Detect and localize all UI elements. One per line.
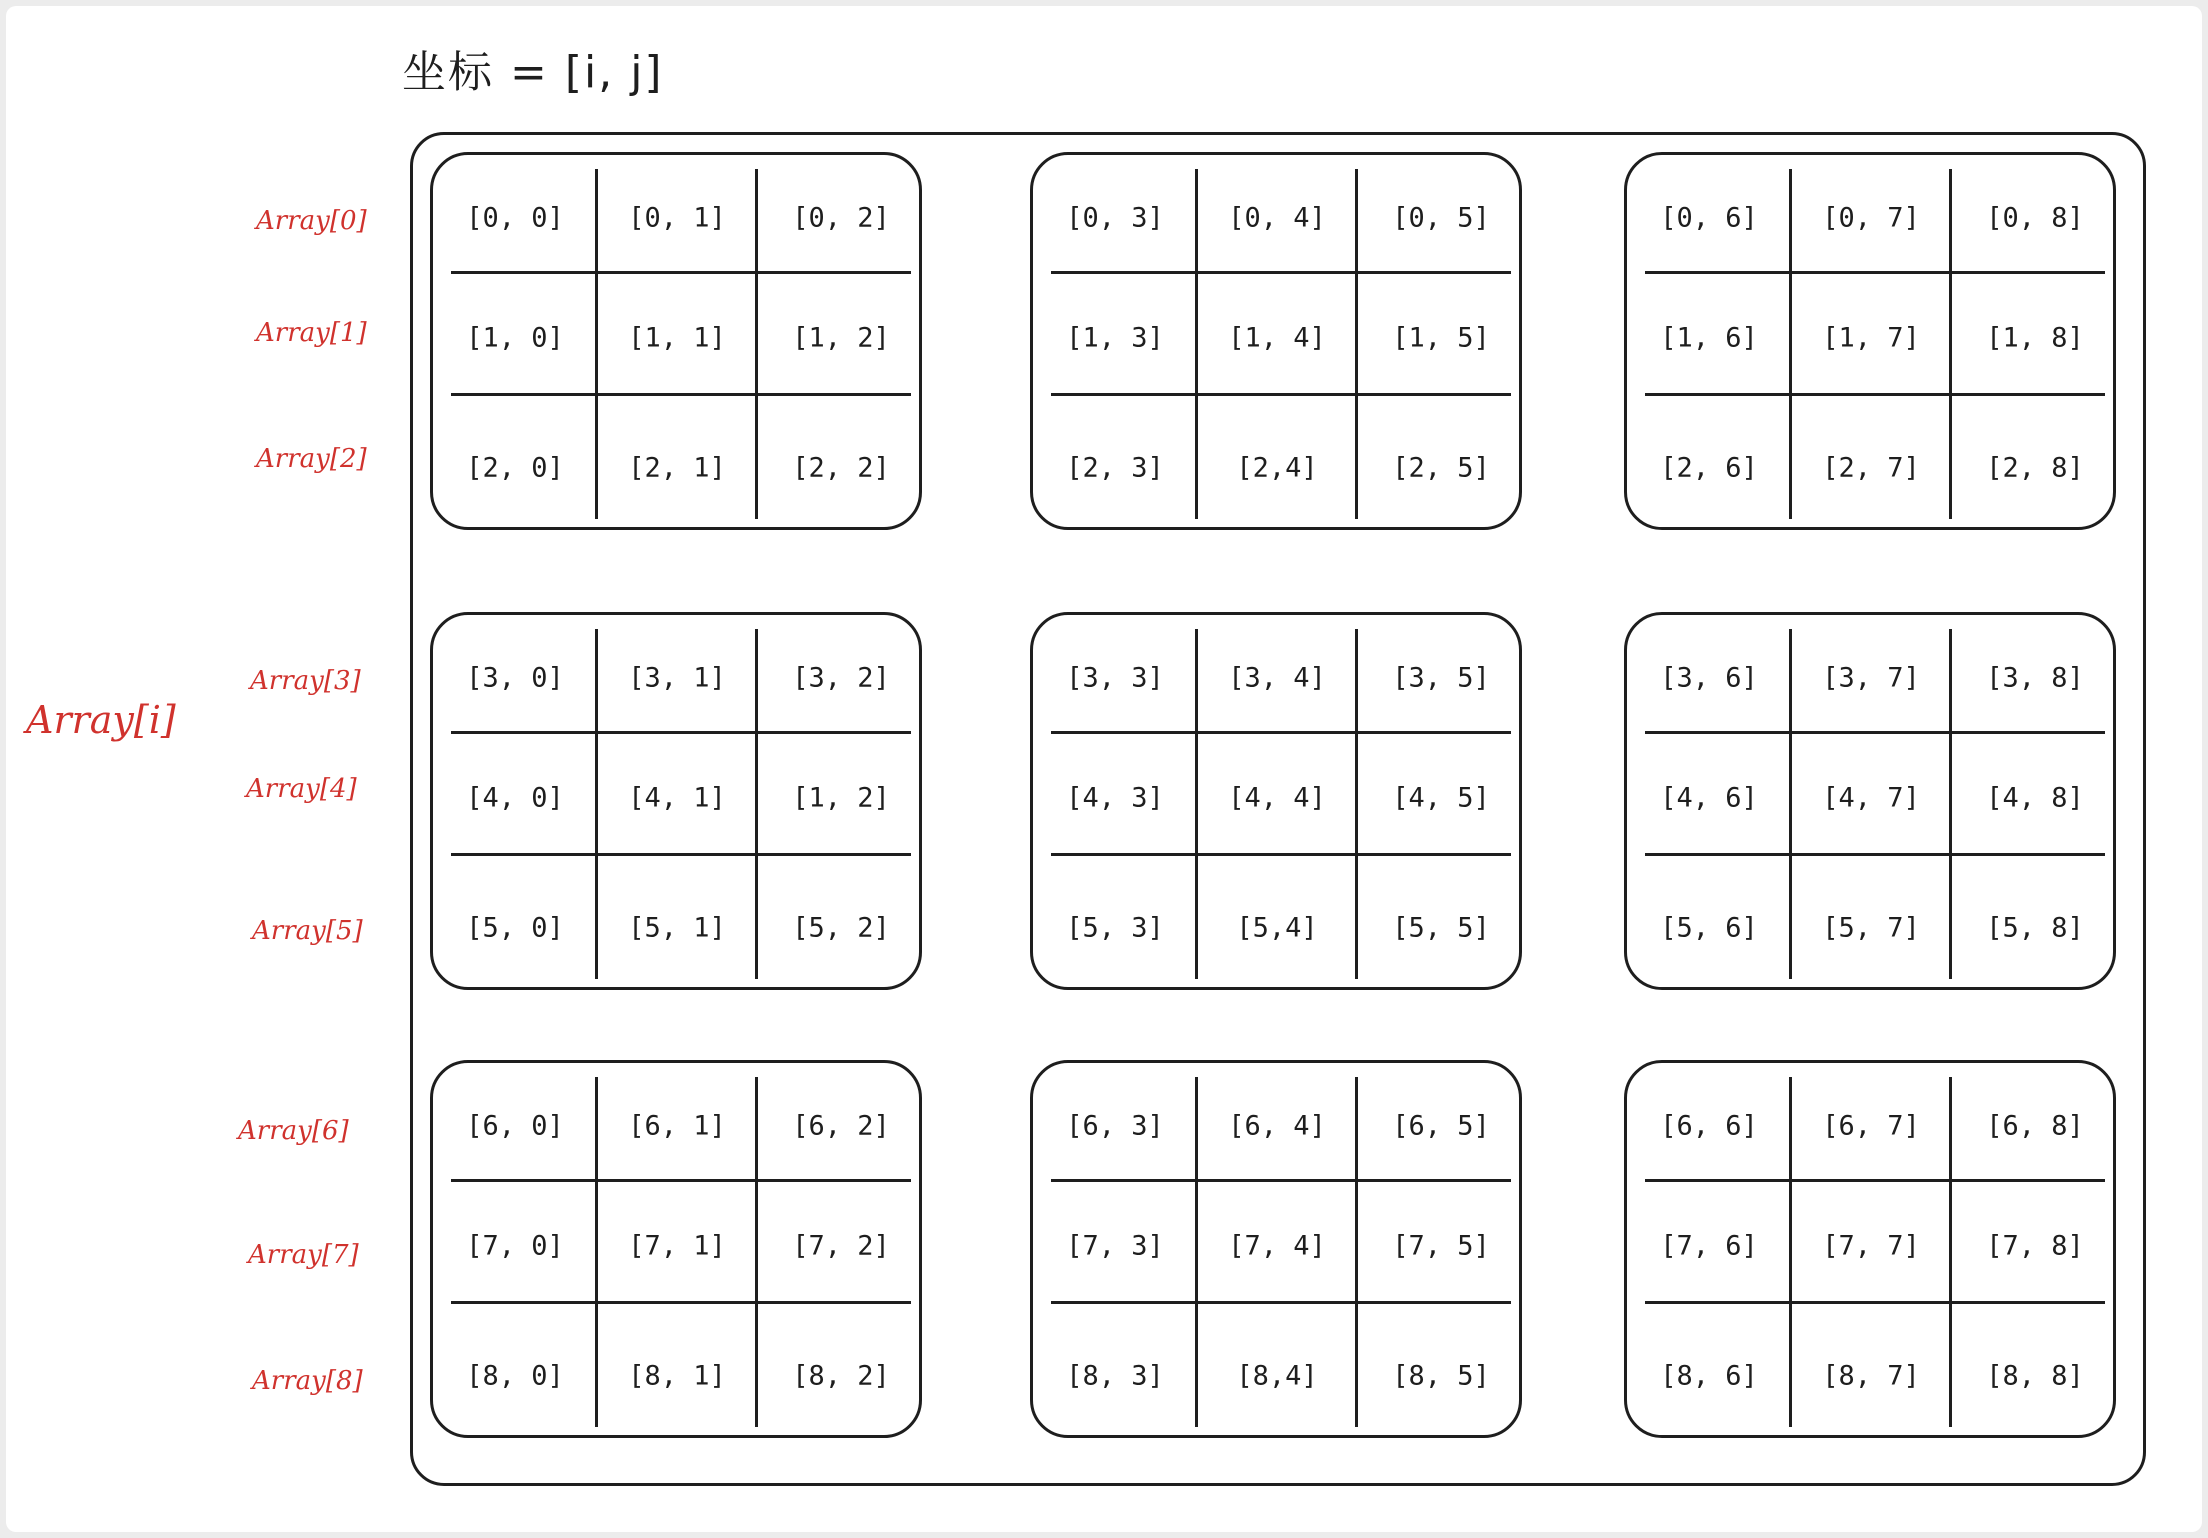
grid-divider-vertical <box>595 1077 598 1427</box>
cell-0-8: [0, 8] <box>1986 202 2084 234</box>
cell-1-8: [1, 8] <box>1986 322 2084 354</box>
row-label-8: Array[8] <box>252 1366 363 1396</box>
cell-8-8: [8, 8] <box>1986 1360 2084 1392</box>
cell-3-8: [3, 8] <box>1986 662 2084 694</box>
cell-8-4: [8,4] <box>1236 1360 1318 1392</box>
grid-divider-horizontal <box>1051 393 1511 396</box>
cell-5-8: [5, 8] <box>1986 912 2084 944</box>
grid-divider-vertical <box>755 629 758 979</box>
cell-6-5: [6, 5] <box>1392 1110 1490 1142</box>
cell-0-1: [0, 1] <box>628 202 726 234</box>
cell-3-6: [3, 6] <box>1660 662 1758 694</box>
cell-8-6: [8, 6] <box>1660 1360 1758 1392</box>
cell-4-4: [4, 4] <box>1228 782 1326 814</box>
grid-divider-vertical <box>1355 169 1358 519</box>
cell-2-2: [2, 2] <box>792 452 890 484</box>
grid-divider-horizontal <box>451 1179 911 1182</box>
row-label-7: Array[7] <box>248 1240 359 1270</box>
grid-divider-vertical <box>1949 629 1952 979</box>
cell-7-5: [7, 5] <box>1392 1230 1490 1262</box>
cell-3-5: [3, 5] <box>1392 662 1490 694</box>
grid-divider-horizontal <box>1645 271 2105 274</box>
cell-8-1: [8, 1] <box>628 1360 726 1392</box>
grid-divider-horizontal <box>1051 853 1511 856</box>
cell-7-8: [7, 8] <box>1986 1230 2084 1262</box>
cell-6-4: [6, 4] <box>1228 1110 1326 1142</box>
cell-4-5: [4, 5] <box>1392 782 1490 814</box>
cell-1-7: [1, 7] <box>1822 322 1920 354</box>
grid-divider-horizontal <box>1645 731 2105 734</box>
cell-1-2: [1, 2] <box>792 322 890 354</box>
grid-divider-horizontal <box>451 731 911 734</box>
grid-divider-vertical <box>595 629 598 979</box>
cell-6-8: [6, 8] <box>1986 1110 2084 1142</box>
cell-1-1: [1, 1] <box>628 322 726 354</box>
cell-6-3: [6, 3] <box>1066 1110 1164 1142</box>
sub-grid-block-2-1 <box>1030 1060 1522 1438</box>
grid-divider-horizontal <box>451 393 911 396</box>
cell-5-6: [5, 6] <box>1660 912 1758 944</box>
cell-1-4: [1, 4] <box>1228 322 1326 354</box>
grid-divider-vertical <box>1355 1077 1358 1427</box>
row-label-5: Array[5] <box>252 916 363 946</box>
cell-5-7: [5, 7] <box>1822 912 1920 944</box>
row-label-2: Array[2] <box>256 444 367 474</box>
grid-divider-vertical <box>1949 169 1952 519</box>
cell-1-0: [1, 0] <box>466 322 564 354</box>
cell-1-3: [1, 3] <box>1066 322 1164 354</box>
row-label-3: Array[3] <box>250 666 361 696</box>
cell-8-3: [8, 3] <box>1066 1360 1164 1392</box>
cell-7-1: [7, 1] <box>628 1230 726 1262</box>
cell-2-1: [2, 1] <box>628 452 726 484</box>
sub-grid-block-1-1 <box>1030 612 1522 990</box>
cell-0-3: [0, 3] <box>1066 202 1164 234</box>
row-label-1: Array[1] <box>256 318 367 348</box>
grid-divider-vertical <box>1949 1077 1952 1427</box>
grid-divider-vertical <box>1789 1077 1792 1427</box>
cell-2-7: [2, 7] <box>1822 452 1920 484</box>
cell-5-5: [5, 5] <box>1392 912 1490 944</box>
grid-divider-vertical <box>1789 169 1792 519</box>
sub-grid-block-0-2 <box>1624 152 2116 530</box>
cell-2-0: [2, 0] <box>466 452 564 484</box>
cell-0-4: [0, 4] <box>1228 202 1326 234</box>
grid-divider-vertical <box>755 1077 758 1427</box>
cell-5-4: [5,4] <box>1236 912 1318 944</box>
grid-divider-horizontal <box>451 853 911 856</box>
diagram-title: 坐标 = [i, j] <box>402 47 664 98</box>
grid-divider-horizontal <box>1645 853 2105 856</box>
grid-divider-vertical <box>1789 629 1792 979</box>
cell-4-2: [1, 2] <box>792 782 890 814</box>
cell-7-3: [7, 3] <box>1066 1230 1164 1262</box>
cell-2-4: [2,4] <box>1236 452 1318 484</box>
grid-divider-vertical <box>1195 169 1198 519</box>
main-array-label: Array[i] <box>26 698 176 742</box>
cell-0-0: [0, 0] <box>466 202 564 234</box>
sub-grid-block-1-0 <box>430 612 922 990</box>
cell-4-6: [4, 6] <box>1660 782 1758 814</box>
cell-4-1: [4, 1] <box>628 782 726 814</box>
cell-3-7: [3, 7] <box>1822 662 1920 694</box>
cell-7-4: [7, 4] <box>1228 1230 1326 1262</box>
sub-grid-block-0-1 <box>1030 152 1522 530</box>
grid-divider-horizontal <box>1051 271 1511 274</box>
cell-6-2: [6, 2] <box>792 1110 890 1142</box>
cell-8-0: [8, 0] <box>466 1360 564 1392</box>
cell-8-5: [8, 5] <box>1392 1360 1490 1392</box>
grid-divider-horizontal <box>451 1301 911 1304</box>
cell-5-3: [5, 3] <box>1066 912 1164 944</box>
cell-2-6: [2, 6] <box>1660 452 1758 484</box>
cell-6-6: [6, 6] <box>1660 1110 1758 1142</box>
row-label-4: Array[4] <box>246 774 357 804</box>
grid-divider-vertical <box>1195 1077 1198 1427</box>
cell-3-3: [3, 3] <box>1066 662 1164 694</box>
cell-2-3: [2, 3] <box>1066 452 1164 484</box>
cell-8-2: [8, 2] <box>792 1360 890 1392</box>
cell-2-8: [2, 8] <box>1986 452 2084 484</box>
grid-divider-vertical <box>1195 629 1198 979</box>
cell-8-7: [8, 7] <box>1822 1360 1920 1392</box>
cell-7-2: [7, 2] <box>792 1230 890 1262</box>
grid-divider-vertical <box>1355 629 1358 979</box>
grid-divider-horizontal <box>1051 1301 1511 1304</box>
cell-5-1: [5, 1] <box>628 912 726 944</box>
cell-0-7: [0, 7] <box>1822 202 1920 234</box>
sub-grid-block-2-0 <box>430 1060 922 1438</box>
cell-0-6: [0, 6] <box>1660 202 1758 234</box>
cell-4-7: [4, 7] <box>1822 782 1920 814</box>
cell-3-1: [3, 1] <box>628 662 726 694</box>
cell-6-0: [6, 0] <box>466 1110 564 1142</box>
cell-6-1: [6, 1] <box>628 1110 726 1142</box>
grid-divider-horizontal <box>1645 1301 2105 1304</box>
cell-0-5: [0, 5] <box>1392 202 1490 234</box>
grid-divider-horizontal <box>1051 731 1511 734</box>
grid-divider-vertical <box>595 169 598 519</box>
grid-divider-horizontal <box>1645 393 2105 396</box>
sub-grid-block-2-2 <box>1624 1060 2116 1438</box>
cell-0-2: [0, 2] <box>792 202 890 234</box>
cell-6-7: [6, 7] <box>1822 1110 1920 1142</box>
cell-7-6: [7, 6] <box>1660 1230 1758 1262</box>
cell-3-2: [3, 2] <box>792 662 890 694</box>
grid-divider-horizontal <box>451 271 911 274</box>
diagram-canvas <box>6 6 2202 1532</box>
cell-5-2: [5, 2] <box>792 912 890 944</box>
cell-4-3: [4, 3] <box>1066 782 1164 814</box>
cell-3-4: [3, 4] <box>1228 662 1326 694</box>
cell-1-6: [1, 6] <box>1660 322 1758 354</box>
cell-5-0: [5, 0] <box>466 912 564 944</box>
sub-grid-block-0-0 <box>430 152 922 530</box>
cell-3-0: [3, 0] <box>466 662 564 694</box>
cell-7-0: [7, 0] <box>466 1230 564 1262</box>
cell-7-7: [7, 7] <box>1822 1230 1920 1262</box>
row-label-6: Array[6] <box>238 1116 349 1146</box>
grid-divider-horizontal <box>1051 1179 1511 1182</box>
grid-divider-horizontal <box>1645 1179 2105 1182</box>
sub-grid-block-1-2 <box>1624 612 2116 990</box>
cell-1-5: [1, 5] <box>1392 322 1490 354</box>
cell-4-0: [4, 0] <box>466 782 564 814</box>
row-label-0: Array[0] <box>256 206 367 236</box>
cell-4-8: [4, 8] <box>1986 782 2084 814</box>
cell-2-5: [2, 5] <box>1392 452 1490 484</box>
grid-divider-vertical <box>755 169 758 519</box>
